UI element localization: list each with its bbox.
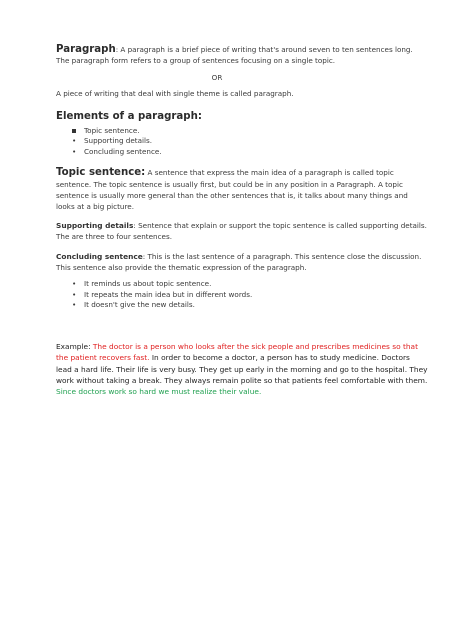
supporting-section [56,220,428,242]
concluding-list [56,279,428,311]
paragraph-definition [56,44,428,66]
paragraph-def1: : A paragraph is a brief piece of writing that's around seven to ten sentences long. The paragraph form refers to a group of sentences focusing on a single topic. [56,45,413,66]
example-paragraph [56,341,428,398]
paragraph-def2: A piece of writing that deal with single theme is called paragraph. [56,89,294,99]
topic-section [56,167,428,212]
list-item: • It doesn't give the new details. [72,300,195,310]
supporting-heading: Supporting details [56,221,134,231]
supporting-text: : Sentence that explain or support the topic sentence is called supporting details. The are three to four sentences. [56,221,427,242]
list-item: • Supporting details. [72,136,153,146]
bullet-icon: • [72,300,77,310]
list-item: • It repeats the main idea but in different words. [72,289,253,299]
list-item: • Concluding sentence. [72,146,162,156]
concluding-section [56,251,428,273]
document-page [56,40,428,405]
example-label: Example: [56,341,93,351]
bullet-icon: • [72,289,77,299]
elements-list [56,126,428,158]
example-body: In order to become a doctor, a person has to study medicine. Doctors lead a hard life. Their life is very busy. They get up early in the morning and go to the hospital. They work without taking a break. They always remain polite so that patients feel comfortable with them. [56,353,428,386]
bullet-icon: • [72,136,77,146]
or-divider: OR [211,73,223,83]
example-concluding-sentence: Since doctors work so hard we must realize their value. [56,387,262,397]
example-topic-sentence: The doctor is a person who looks after the sick people and prescribes medicines so that the patient recovers fast. [56,341,418,363]
list-item: • It reminds us about topic sentence. [72,279,212,289]
list-item: Topic sentence. [56,126,428,137]
elements-heading: Elements of a paragraph: [56,110,202,122]
concluding-text: : This is the last sentence of a paragraph. This sentence close the discussion. This sentence also provide the thematic expression of the paragraph. [56,251,422,272]
bullet-icon: • [72,279,77,289]
bullet-icon: • [72,146,77,156]
topic-heading: Topic sentence: [56,167,146,179]
square-bullet-icon [72,129,76,133]
concluding-heading: Concluding sentence [56,251,143,261]
paragraph-heading: Paragraph [56,44,116,55]
topic-text: A sentence that express the main idea of a paragraph is called topic sentence. The topic sentence is usually first, but could be in any position in a Paragraph. A topic sentence is usually more general than the other sentences that is, it talks about many things and looks at a big picture. [56,168,408,211]
